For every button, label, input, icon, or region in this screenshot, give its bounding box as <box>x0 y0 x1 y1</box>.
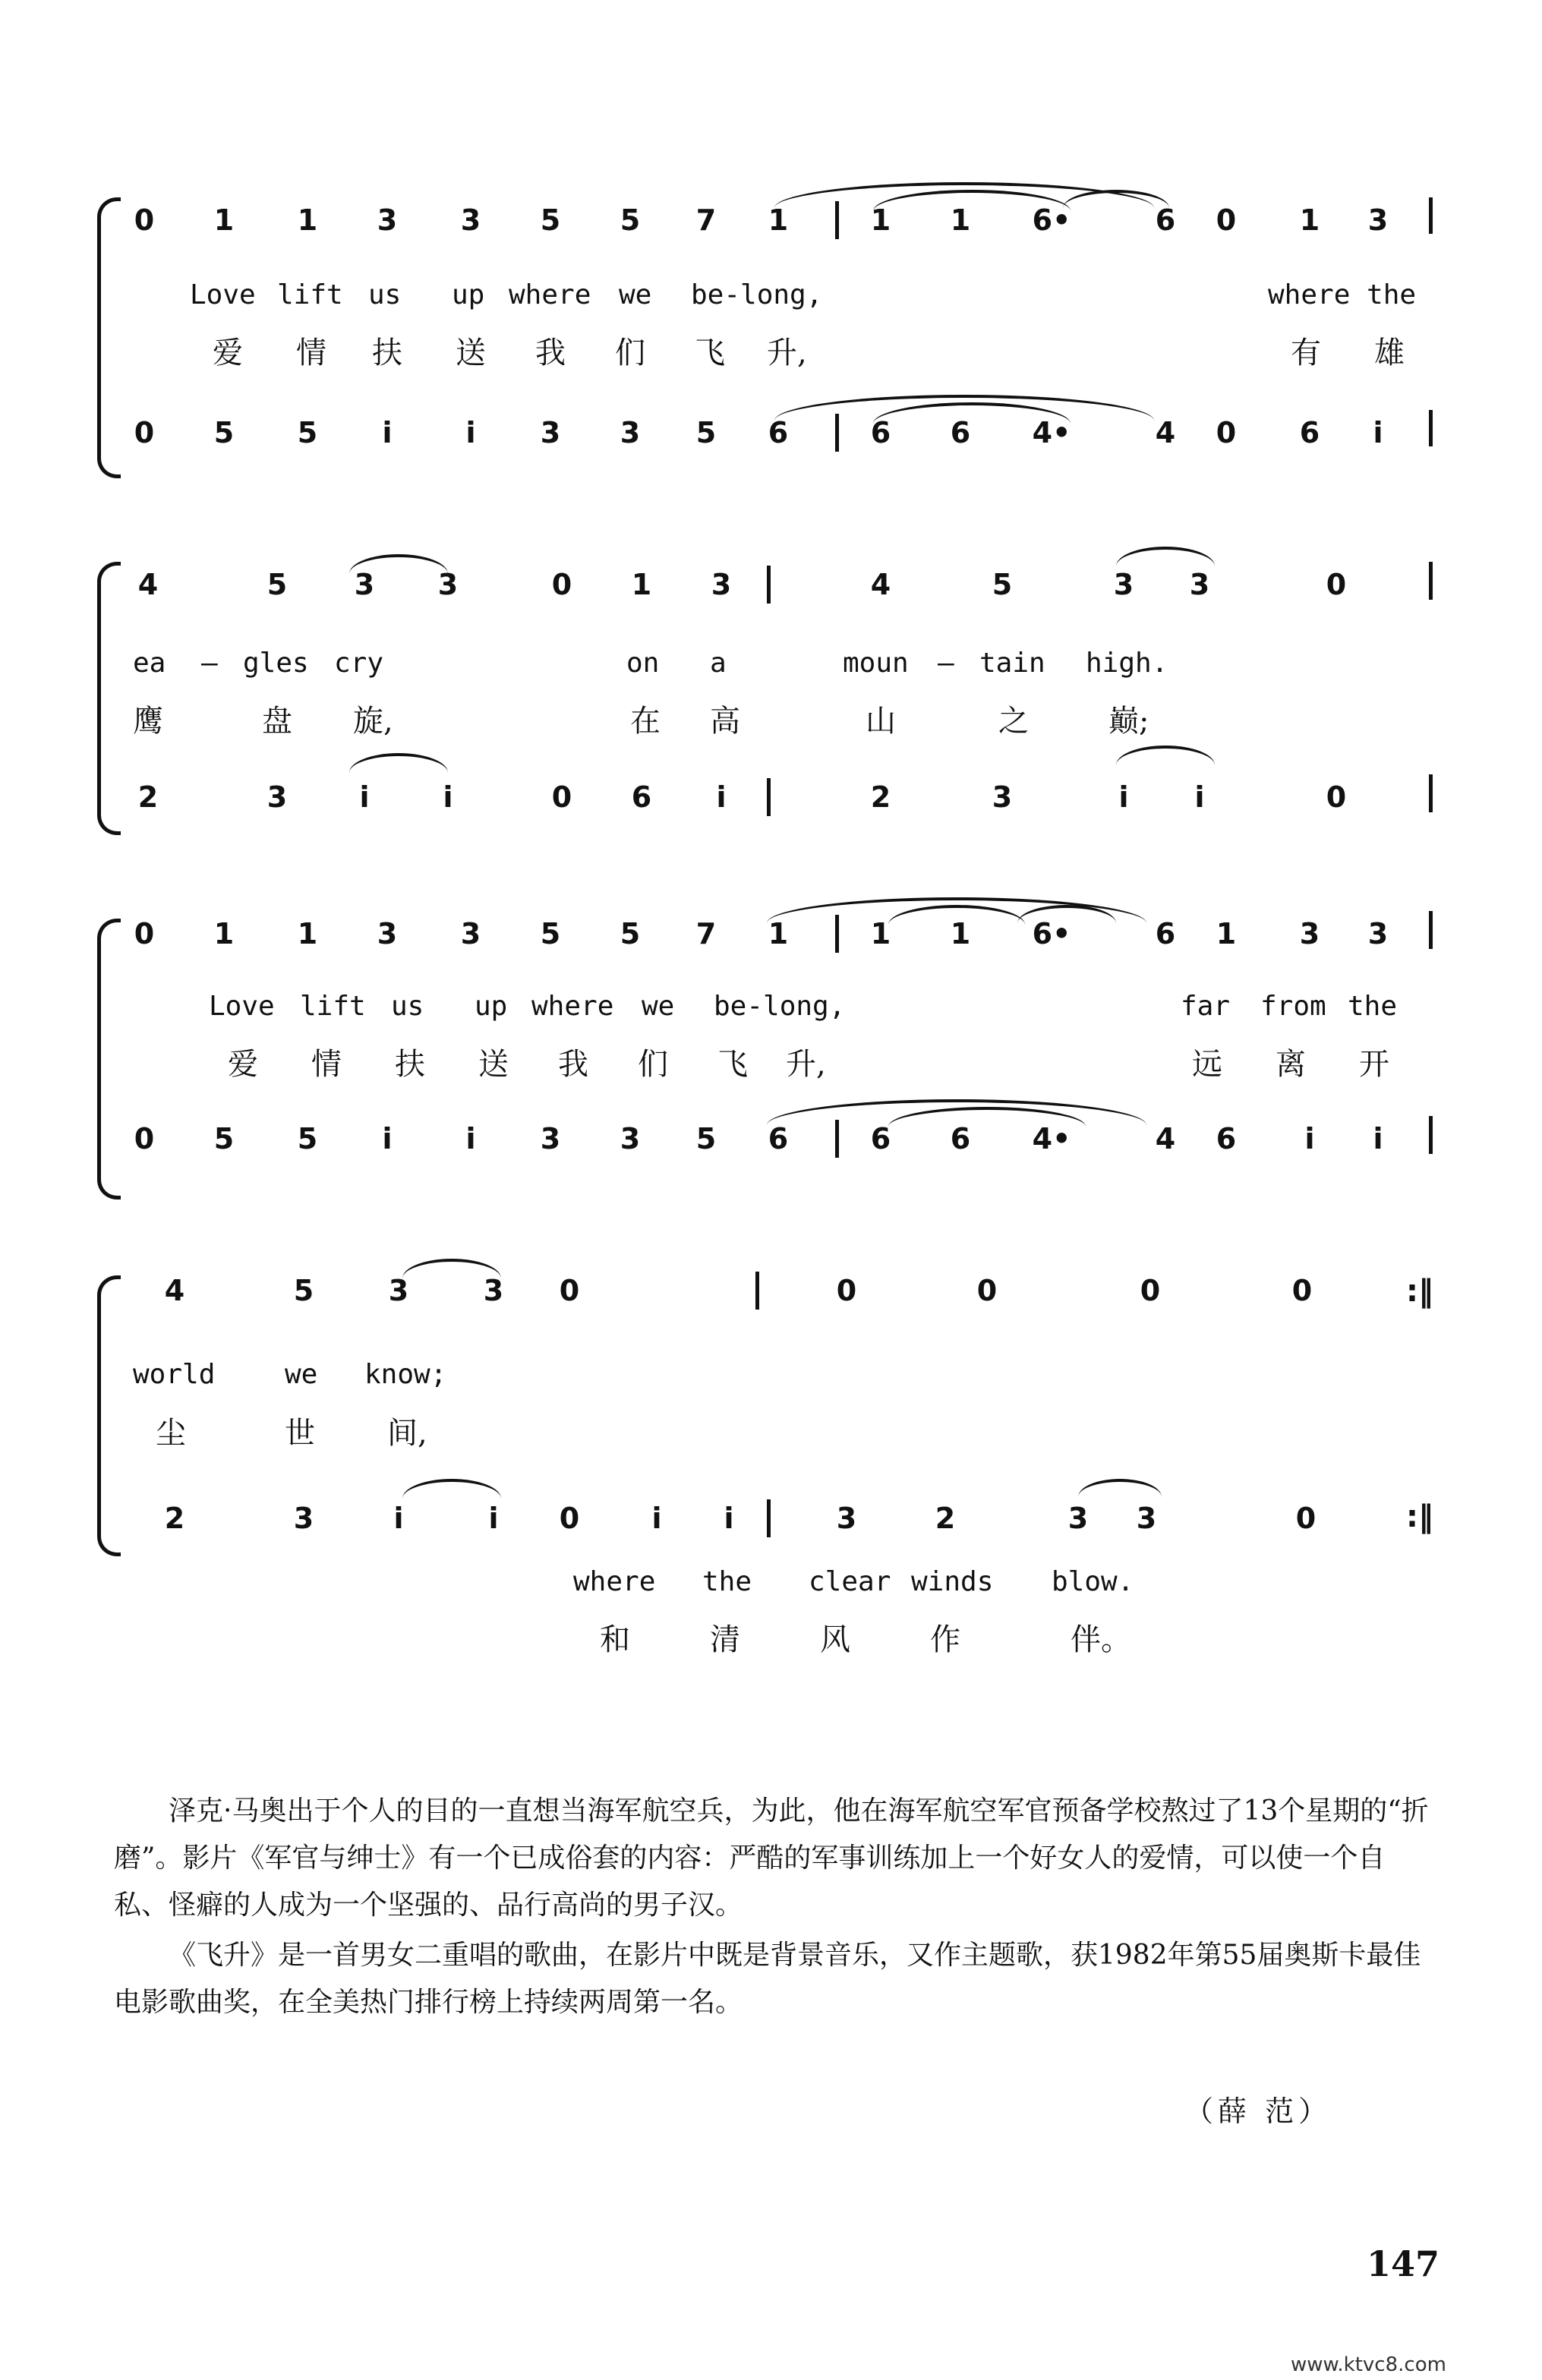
jianpu-note: 3 <box>620 1122 641 1155</box>
jianpu-note: 0 <box>134 1122 155 1155</box>
jianpu-note: 7 <box>695 203 717 237</box>
lyric-word: on <box>626 648 660 679</box>
jianpu-note: 4 <box>164 1274 185 1307</box>
lyric-word: – <box>938 648 954 679</box>
jianpu-note: i <box>716 780 727 814</box>
lyric-word: know; <box>364 1359 447 1390</box>
jianpu-note: 6• <box>1032 917 1071 950</box>
lyric-word: far <box>1181 991 1231 1022</box>
lyric-word: high. <box>1086 648 1168 679</box>
lyric-character: 和 <box>600 1622 630 1657</box>
lyric-character: 伴。 <box>1071 1622 1131 1657</box>
jianpu-note: 6 <box>768 1122 789 1155</box>
jianpu-note: 3 <box>377 917 398 950</box>
jianpu-note: 0 <box>134 917 155 950</box>
chinese-lyrics <box>0 691 1542 739</box>
jianpu-note: 3 <box>540 416 561 449</box>
jianpu-note: 2 <box>137 780 159 814</box>
repeat-end-sign: :‖ <box>1406 1274 1433 1309</box>
jianpu-note: 0 <box>559 1274 580 1307</box>
tie-slur <box>349 554 448 574</box>
jianpu-note: 3 <box>437 568 459 601</box>
jianpu-note: i <box>359 780 370 814</box>
chinese-lyrics <box>0 323 1542 368</box>
jianpu-note: 1 <box>1299 203 1320 237</box>
lyric-word: where <box>573 1566 656 1597</box>
lyric-word: world <box>133 1359 216 1390</box>
lyric-word: Love <box>209 991 275 1022</box>
jianpu-note: 1 <box>870 203 891 237</box>
lyric-word: ea <box>133 648 166 679</box>
lyric-character: 飞 <box>717 1047 748 1082</box>
jianpu-note: 1 <box>870 917 891 950</box>
watermark: www.ktvc8.com <box>1291 2353 1446 2376</box>
jianpu-note: 4 <box>1155 1122 1176 1155</box>
jianpu-note: 0 <box>1291 1274 1313 1307</box>
lyric-word: we <box>642 991 675 1022</box>
lyric-character: 间, <box>387 1416 427 1451</box>
jianpu-note: i <box>465 416 476 449</box>
soprano-notes <box>0 562 1542 607</box>
jianpu-note: 3 <box>1299 917 1320 950</box>
lyric-character: 我 <box>535 336 566 370</box>
barline <box>835 1120 839 1158</box>
jianpu-note: 0 <box>551 780 572 814</box>
jianpu-note: 1 <box>297 203 318 237</box>
soprano-notes <box>0 1268 1542 1313</box>
lyric-character: 我 <box>558 1047 588 1082</box>
lyric-word: Love <box>190 279 256 311</box>
lyric-word: lift <box>277 279 343 311</box>
author-signature: （薛 范） <box>1184 2095 1332 2128</box>
jianpu-note: 6 <box>1299 416 1320 449</box>
soprano-notes <box>0 197 1542 243</box>
lyric-word: where <box>509 279 591 311</box>
english-lyrics <box>0 1353 1542 1398</box>
lyric-character: 雄 <box>1374 336 1405 370</box>
jianpu-note: i <box>1118 780 1129 814</box>
paragraph-1: 泽克·马奥出于个人的目的一直想当海军航空兵，为此，他在海军航空军官预备学校熬过了13个星期的“折磨”。影片《军官与绅士》有一个已成俗套的内容：严酷的军事训练加上一个好女人的爱情，可以使一个自私、怪癖的人成为一个坚强的、品行高尚的男子汉。 <box>114 1795 1429 1921</box>
jianpu-note: 6 <box>768 416 789 449</box>
lyric-word: where <box>531 991 614 1022</box>
jianpu-note: 1 <box>950 917 971 950</box>
lyric-word: us <box>391 991 424 1022</box>
english-lyrics <box>0 641 1542 687</box>
jianpu-note: 6• <box>1032 203 1071 237</box>
jianpu-note: 4 <box>870 568 891 601</box>
tie-slur <box>402 1479 501 1499</box>
lyric-word: a <box>710 648 727 679</box>
lyric-character: 世 <box>285 1416 315 1451</box>
lyric-character: 风 <box>820 1622 850 1657</box>
jianpu-note: 1 <box>950 203 971 237</box>
english-lyrics <box>0 985 1542 1030</box>
jianpu-note: 5 <box>266 568 288 601</box>
jianpu-note: 5 <box>213 416 235 449</box>
jianpu-note: 4• <box>1032 416 1071 449</box>
jianpu-note: 1 <box>768 917 789 950</box>
jianpu-note: 0 <box>551 568 572 601</box>
lyric-word: lift <box>300 991 366 1022</box>
jianpu-note: 1 <box>1216 917 1237 950</box>
lyric-word: up <box>475 991 508 1022</box>
lyric-character: 巅; <box>1108 704 1149 739</box>
lyric-word: blow. <box>1052 1566 1134 1597</box>
chinese-lyrics-2 <box>0 1609 1542 1655</box>
jianpu-note: i <box>393 1502 404 1535</box>
jianpu-note: 0 <box>134 203 155 237</box>
jianpu-note: 3 <box>1189 568 1210 601</box>
lyric-word: – <box>201 648 218 679</box>
lyric-word: us <box>368 279 402 311</box>
jianpu-note: 6 <box>950 1122 971 1155</box>
tie-slur <box>349 753 448 773</box>
lyric-word: we <box>285 1359 318 1390</box>
lyric-character: 作 <box>930 1622 960 1657</box>
alto-notes <box>0 774 1542 820</box>
lyric-character: 离 <box>1276 1047 1306 1082</box>
lyric-character: 们 <box>638 1047 668 1082</box>
lyric-character: 清 <box>710 1622 740 1657</box>
jianpu-note: i <box>1194 780 1205 814</box>
jianpu-note: 6 <box>631 780 652 814</box>
jianpu-note: 2 <box>164 1502 185 1535</box>
jianpu-note: 0 <box>976 1274 998 1307</box>
barline <box>767 566 771 604</box>
jianpu-note: i <box>382 416 393 449</box>
jianpu-note: 0 <box>1326 568 1347 601</box>
jianpu-note: 4 <box>1155 416 1176 449</box>
lyric-character: 扶 <box>372 336 402 370</box>
barline <box>767 778 771 816</box>
lyric-character: 爱 <box>228 1047 258 1082</box>
lyric-character: 情 <box>296 336 326 370</box>
alto-notes <box>0 1496 1542 1541</box>
jianpu-note: 4 <box>137 568 159 601</box>
jianpu-note: 5 <box>293 1274 314 1307</box>
jianpu-note: 0 <box>1295 1502 1317 1535</box>
jianpu-note: 3 <box>1136 1502 1157 1535</box>
chinese-lyrics <box>0 1034 1542 1080</box>
jianpu-note: 5 <box>620 917 641 950</box>
lyric-word: winds <box>911 1566 994 1597</box>
jianpu-note: 3 <box>1067 1502 1089 1535</box>
jianpu-note: 7 <box>695 917 717 950</box>
lyric-character: 们 <box>615 336 645 370</box>
page-number: 147 <box>1367 2243 1440 2284</box>
tie-slur <box>1078 1479 1162 1497</box>
jianpu-note: 6 <box>870 416 891 449</box>
jianpu-note: 2 <box>870 780 891 814</box>
jianpu-note: i <box>443 780 453 814</box>
jianpu-note: 5 <box>540 203 561 237</box>
jianpu-note: 0 <box>1216 416 1237 449</box>
lyric-character: 之 <box>998 704 1029 739</box>
lyric-character: 尘 <box>156 1416 186 1451</box>
jianpu-note: 5 <box>695 1122 717 1155</box>
jianpu-note: 5 <box>297 416 318 449</box>
jianpu-note: 6 <box>1216 1122 1237 1155</box>
lyric-character: 盘 <box>262 704 292 739</box>
jianpu-note: 3 <box>460 203 481 237</box>
lyric-character: 扶 <box>395 1047 425 1082</box>
jianpu-note: 3 <box>540 1122 561 1155</box>
lyric-word: from <box>1260 991 1326 1022</box>
jianpu-note: 0 <box>836 1274 857 1307</box>
lyric-character: 高 <box>710 704 740 739</box>
english-lyrics-2 <box>0 1560 1542 1606</box>
jianpu-note: i <box>1373 416 1383 449</box>
jianpu-note: 3 <box>1367 203 1389 237</box>
lyric-word: be-long, <box>714 991 846 1022</box>
jianpu-note: i <box>1373 1122 1383 1155</box>
tie-slur <box>402 1259 501 1278</box>
barline <box>755 1272 759 1310</box>
lyric-character: 送 <box>456 336 486 370</box>
jianpu-note: 0 <box>1326 780 1347 814</box>
lyric-character: 在 <box>630 704 661 739</box>
paragraph-2: 《飞升》是一首男女二重唱的歌曲，在影片中既是背景音乐，又作主题歌，获1982年第55届奥斯卡最佳电影歌曲奖，在全美热门排行榜上持续两周第一名。 <box>114 1940 1421 2018</box>
repeat-end-sign: :‖ <box>1406 1499 1433 1534</box>
lyric-character: 旋, <box>353 704 393 739</box>
lyric-character: 远 <box>1192 1047 1222 1082</box>
jianpu-note: i <box>724 1502 734 1535</box>
jianpu-note: 5 <box>213 1122 235 1155</box>
jianpu-note: 6 <box>870 1122 891 1155</box>
jianpu-note: 5 <box>620 203 641 237</box>
jianpu-note: 5 <box>297 1122 318 1155</box>
lyric-character: 升, <box>786 1047 826 1082</box>
tie-slur <box>1116 547 1215 566</box>
jianpu-note: 6 <box>950 416 971 449</box>
jianpu-note: 3 <box>620 416 641 449</box>
jianpu-note: i <box>382 1122 393 1155</box>
lyric-character: 鹰 <box>133 704 163 739</box>
jianpu-note: 3 <box>483 1274 504 1307</box>
jianpu-note: 3 <box>354 568 375 601</box>
jianpu-note: 3 <box>388 1274 409 1307</box>
jianpu-note: 1 <box>768 203 789 237</box>
jianpu-note: 3 <box>293 1502 314 1535</box>
jianpu-note: 1 <box>297 917 318 950</box>
jianpu-note: i <box>465 1122 476 1155</box>
jianpu-note: 3 <box>711 568 732 601</box>
jianpu-note: 1 <box>213 917 235 950</box>
jianpu-note: 1 <box>213 203 235 237</box>
barline <box>767 1499 771 1537</box>
tie-slur <box>1116 746 1215 765</box>
lyric-character: 送 <box>478 1047 509 1082</box>
jianpu-note: 6 <box>1155 203 1176 237</box>
lyric-character: 飞 <box>695 336 725 370</box>
lyric-character: 有 <box>1291 336 1321 370</box>
jianpu-note: i <box>651 1502 662 1535</box>
jianpu-note: 5 <box>695 416 717 449</box>
jianpu-note: 0 <box>559 1502 580 1535</box>
jianpu-note: 3 <box>992 780 1013 814</box>
lyric-word: be-long, <box>691 279 823 311</box>
jianpu-note: 0 <box>1216 203 1237 237</box>
jianpu-note: 0 <box>1140 1274 1161 1307</box>
lyric-word: clear <box>809 1566 891 1597</box>
jianpu-note: 5 <box>540 917 561 950</box>
lyric-character: 升, <box>767 336 807 370</box>
jianpu-note: 2 <box>935 1502 956 1535</box>
lyric-word: gles <box>243 648 309 679</box>
lyric-word: up <box>452 279 485 311</box>
jianpu-note: 6 <box>1155 917 1176 950</box>
jianpu-note: i <box>488 1502 499 1535</box>
lyric-word: cry <box>334 648 384 679</box>
lyric-word: moun <box>843 648 909 679</box>
jianpu-note: 4• <box>1032 1122 1071 1155</box>
lyric-word: where the <box>1268 279 1417 311</box>
jianpu-note: 5 <box>992 568 1013 601</box>
jianpu-note: 3 <box>460 917 481 950</box>
jianpu-note: 3 <box>377 203 398 237</box>
lyric-character: 山 <box>866 704 896 739</box>
lyric-word: the <box>702 1566 752 1597</box>
jianpu-note: 1 <box>631 568 652 601</box>
jianpu-note: i <box>1304 1122 1315 1155</box>
jianpu-note: 0 <box>134 416 155 449</box>
jianpu-note: 3 <box>1113 568 1134 601</box>
lyric-word: we <box>619 279 652 311</box>
english-lyrics <box>0 273 1542 319</box>
chinese-lyrics <box>0 1403 1542 1451</box>
lyric-character: 情 <box>311 1047 342 1082</box>
lyric-character: 爱 <box>213 336 243 370</box>
lyric-word: the <box>1348 991 1398 1022</box>
alto-notes <box>0 410 1542 456</box>
jianpu-note: 3 <box>266 780 288 814</box>
lyric-character: 开 <box>1359 1047 1389 1082</box>
lyric-word: tain <box>979 648 1045 679</box>
jianpu-note: 3 <box>836 1502 857 1535</box>
jianpu-note: 3 <box>1367 917 1389 950</box>
